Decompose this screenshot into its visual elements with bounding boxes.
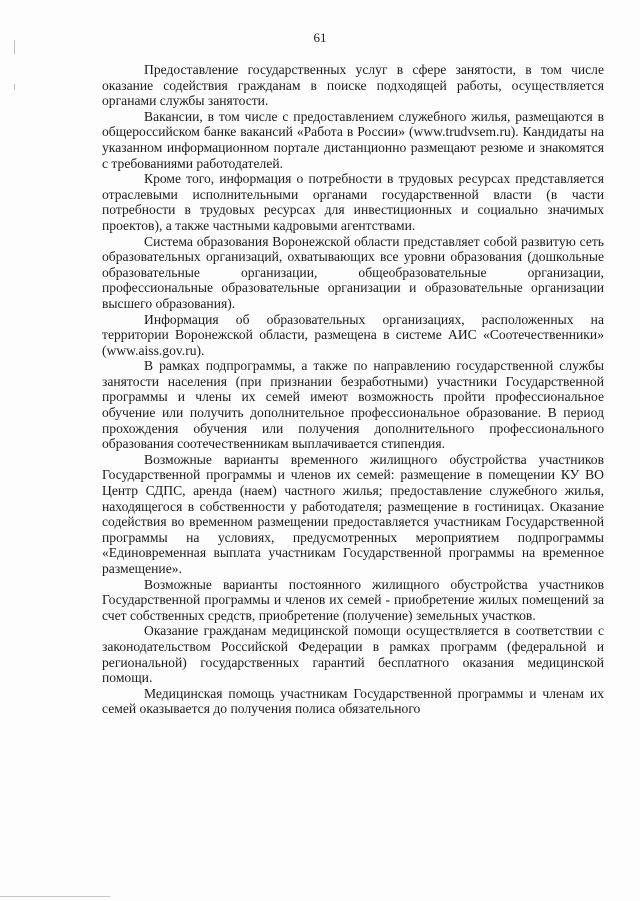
scan-bottom-edge: [0, 896, 110, 897]
paragraph: Система образования Воронежской области представляет собой развитую сеть образовательных организаций, охватывающих все уровни образования (дошкольные образовательные организации, общеобразовательные организации, профессиональные образовательные организации и образовательные организации высшего образования).: [102, 233, 604, 311]
paragraph: Оказание гражданам медицинской помощи осуществляется в соответствии с законодательством Российской Федерации в рамках программ (федеральной и региональной) государственных гарантий бесплатного оказания медицинской помощи.: [102, 623, 604, 686]
paragraph: Возможные варианты постоянного жилищного обустройства участников Государственной программы и членов их семей - приобретение жилых помещений за счет собственных средств, приобретение (получение) земельных участков.: [102, 576, 604, 623]
paragraph: Медицинская помощь участникам Государственной программы и членам их семей оказывается до получения полиса обязательного: [102, 685, 604, 717]
paragraph: Вакансии, в том числе с предоставлением служебного жилья, размещаются в общероссийском банке вакансий «Работа в России» (www.trudvsem.ru). Кандидаты на указанном информационном портале дистанционно размещают резюме и знакомятся с требованиями работодателей.: [102, 108, 604, 171]
paragraph: Кроме того, информация о потребности в трудовых ресурсах представляется отраслевыми исполнительными органами государственной власти (в части потребности в трудовых ресурсах для инвестиционных и социально значимых проектов), а также частными кадровыми агентствами.: [102, 171, 604, 233]
paragraph: Информация об образовательных организациях, расположенных на территории Воронежской области, размещена в системе АИС «Соотечественники» (www.aiss.gov.ru).: [102, 311, 604, 358]
document-body: [102, 62, 604, 717]
paragraph: Предоставление государственных услуг в сфере занятости, в том числе оказание содействия гражданам в поиске подходящей работы, осуществляется органами службы занятости.: [102, 62, 604, 109]
paragraph: Возможные варианты временного жилищного обустройства участников Государственной программы и членов их семей: размещение в помещении КУ ВО Центр СДПС, аренда (наем) частного жилья; предоставление служебного жилья, находящегося в собственности у работодателя; размещение в гостиницах. Оказание содействия во временном размещении предоставляется участникам Государственной программы на условиях, предусмотренных мероприятием подпрограммы «Единовременная выплата участникам Государственной программы на временное размещение».: [102, 451, 604, 576]
scan-margin-mark: [14, 84, 15, 90]
page-number: 61: [313, 30, 327, 45]
paragraph: В рамках подпрограммы, а также по направлению государственной службы занятости населения (при признании безработными) участники Государственной программы и члены их семей имеют возможность пройти профессиональное обучение или получить дополнительное профессиональное образование. В период прохождения обучения или получения дополнительного профессионального образования соотечественникам выплачивается стипендия.: [102, 358, 604, 452]
